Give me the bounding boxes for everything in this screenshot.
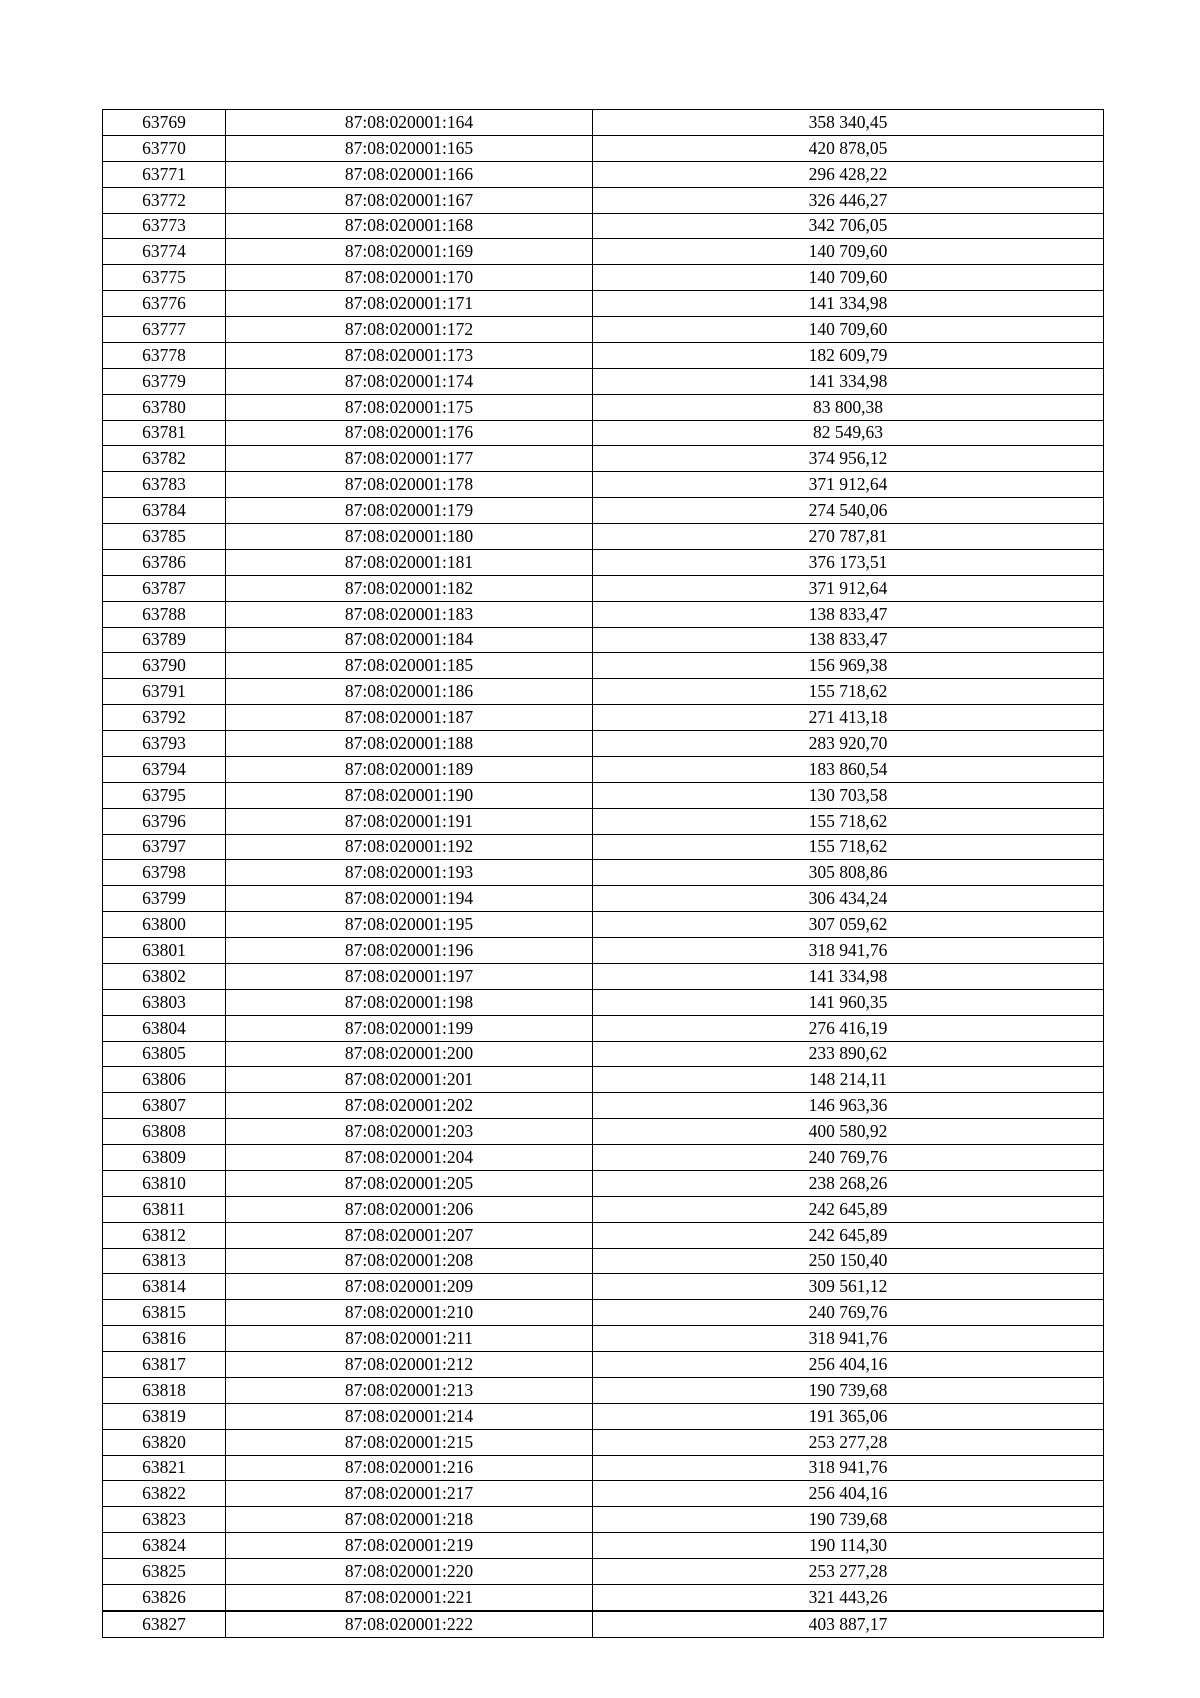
row-number-cell: 63774 bbox=[103, 239, 226, 265]
value-cell: 253 277,28 bbox=[593, 1559, 1104, 1585]
row-number-cell: 63804 bbox=[103, 1015, 226, 1041]
value-cell: 240 769,76 bbox=[593, 1300, 1104, 1326]
table-row bbox=[103, 1145, 1104, 1171]
row-number-cell: 63824 bbox=[103, 1533, 226, 1559]
value-cell: 307 059,62 bbox=[593, 912, 1104, 938]
table-row bbox=[103, 679, 1104, 705]
value-cell: 242 645,89 bbox=[593, 1196, 1104, 1222]
cadastral-number-cell: 87:08:020001:189 bbox=[226, 756, 593, 782]
cadastral-number-cell: 87:08:020001:212 bbox=[226, 1352, 593, 1378]
cadastral-number-cell: 87:08:020001:195 bbox=[226, 912, 593, 938]
value-cell: 318 941,76 bbox=[593, 938, 1104, 964]
row-number-cell: 63809 bbox=[103, 1145, 226, 1171]
table-row bbox=[103, 860, 1104, 886]
row-number-cell: 63779 bbox=[103, 368, 226, 394]
cadastral-number-cell: 87:08:020001:192 bbox=[226, 834, 593, 860]
cadastral-number-cell: 87:08:020001:214 bbox=[226, 1403, 593, 1429]
table-row bbox=[103, 1533, 1104, 1559]
table-body bbox=[103, 110, 1104, 1638]
value-cell: 155 718,62 bbox=[593, 834, 1104, 860]
row-number-cell: 63775 bbox=[103, 265, 226, 291]
table-row bbox=[103, 1326, 1104, 1352]
cadastral-number-cell: 87:08:020001:198 bbox=[226, 989, 593, 1015]
row-number-cell: 63772 bbox=[103, 187, 226, 213]
cadastral-number-cell: 87:08:020001:207 bbox=[226, 1222, 593, 1248]
row-number-cell: 63819 bbox=[103, 1403, 226, 1429]
value-cell: 283 920,70 bbox=[593, 731, 1104, 757]
row-number-cell: 63803 bbox=[103, 989, 226, 1015]
cadastral-number-cell: 87:08:020001:165 bbox=[226, 135, 593, 161]
value-cell: 155 718,62 bbox=[593, 679, 1104, 705]
row-number-cell: 63823 bbox=[103, 1507, 226, 1533]
value-cell: 318 941,76 bbox=[593, 1326, 1104, 1352]
value-cell: 271 413,18 bbox=[593, 705, 1104, 731]
cadastral-number-cell: 87:08:020001:193 bbox=[226, 860, 593, 886]
table-row bbox=[103, 549, 1104, 575]
value-cell: 141 334,98 bbox=[593, 291, 1104, 317]
table-row bbox=[103, 213, 1104, 239]
table-row bbox=[103, 368, 1104, 394]
table-row bbox=[103, 705, 1104, 731]
value-cell: 420 878,05 bbox=[593, 135, 1104, 161]
value-cell: 342 706,05 bbox=[593, 213, 1104, 239]
table-row bbox=[103, 1119, 1104, 1145]
value-cell: 376 173,51 bbox=[593, 549, 1104, 575]
table-row bbox=[103, 782, 1104, 808]
value-cell: 141 334,98 bbox=[593, 963, 1104, 989]
cadastral-number-cell: 87:08:020001:222 bbox=[226, 1611, 593, 1637]
table-row bbox=[103, 1015, 1104, 1041]
table-row bbox=[103, 963, 1104, 989]
value-cell: 183 860,54 bbox=[593, 756, 1104, 782]
cadastral-number-cell: 87:08:020001:166 bbox=[226, 161, 593, 187]
table-row bbox=[103, 1403, 1104, 1429]
table-row bbox=[103, 1559, 1104, 1585]
value-cell: 326 446,27 bbox=[593, 187, 1104, 213]
row-number-cell: 63810 bbox=[103, 1170, 226, 1196]
row-number-cell: 63778 bbox=[103, 342, 226, 368]
cadastral-number-cell: 87:08:020001:182 bbox=[226, 575, 593, 601]
cadastral-number-cell: 87:08:020001:171 bbox=[226, 291, 593, 317]
row-number-cell: 63792 bbox=[103, 705, 226, 731]
value-cell: 400 580,92 bbox=[593, 1119, 1104, 1145]
cadastral-number-cell: 87:08:020001:169 bbox=[226, 239, 593, 265]
row-number-cell: 63817 bbox=[103, 1352, 226, 1378]
cadastral-number-cell: 87:08:020001:179 bbox=[226, 498, 593, 524]
cadastral-number-cell: 87:08:020001:202 bbox=[226, 1093, 593, 1119]
value-cell: 130 703,58 bbox=[593, 782, 1104, 808]
cadastral-number-cell: 87:08:020001:168 bbox=[226, 213, 593, 239]
value-cell: 83 800,38 bbox=[593, 394, 1104, 420]
row-number-cell: 63821 bbox=[103, 1455, 226, 1481]
row-number-cell: 63793 bbox=[103, 731, 226, 757]
value-cell: 190 739,68 bbox=[593, 1507, 1104, 1533]
row-number-cell: 63788 bbox=[103, 601, 226, 627]
row-number-cell: 63827 bbox=[103, 1611, 226, 1637]
cadastral-number-cell: 87:08:020001:208 bbox=[226, 1248, 593, 1274]
row-number-cell: 63811 bbox=[103, 1196, 226, 1222]
cadastral-number-cell: 87:08:020001:180 bbox=[226, 524, 593, 550]
value-cell: 141 960,35 bbox=[593, 989, 1104, 1015]
cadastral-number-cell: 87:08:020001:177 bbox=[226, 446, 593, 472]
value-cell: 296 428,22 bbox=[593, 161, 1104, 187]
table-row bbox=[103, 342, 1104, 368]
table-row bbox=[103, 1352, 1104, 1378]
table-row bbox=[103, 808, 1104, 834]
table-row bbox=[103, 1222, 1104, 1248]
row-number-cell: 63820 bbox=[103, 1429, 226, 1455]
table-row bbox=[103, 1067, 1104, 1093]
table-row bbox=[103, 989, 1104, 1015]
cadastral-number-cell: 87:08:020001:184 bbox=[226, 627, 593, 653]
row-number-cell: 63771 bbox=[103, 161, 226, 187]
value-cell: 321 443,26 bbox=[593, 1584, 1104, 1610]
row-number-cell: 63799 bbox=[103, 886, 226, 912]
row-number-cell: 63812 bbox=[103, 1222, 226, 1248]
table-row bbox=[103, 575, 1104, 601]
cadastral-number-cell: 87:08:020001:210 bbox=[226, 1300, 593, 1326]
row-number-cell: 63818 bbox=[103, 1377, 226, 1403]
row-number-cell: 63784 bbox=[103, 498, 226, 524]
table-row bbox=[103, 446, 1104, 472]
row-number-cell: 63790 bbox=[103, 653, 226, 679]
cadastral-number-cell: 87:08:020001:175 bbox=[226, 394, 593, 420]
table-row bbox=[103, 161, 1104, 187]
row-number-cell: 63826 bbox=[103, 1584, 226, 1610]
row-number-cell: 63800 bbox=[103, 912, 226, 938]
row-number-cell: 63813 bbox=[103, 1248, 226, 1274]
table-row bbox=[103, 135, 1104, 161]
table-row bbox=[103, 239, 1104, 265]
value-cell: 374 956,12 bbox=[593, 446, 1104, 472]
value-cell: 182 609,79 bbox=[593, 342, 1104, 368]
table-row bbox=[103, 886, 1104, 912]
row-number-cell: 63796 bbox=[103, 808, 226, 834]
value-cell: 358 340,45 bbox=[593, 110, 1104, 136]
table-row bbox=[103, 472, 1104, 498]
value-cell: 140 709,60 bbox=[593, 265, 1104, 291]
table-row bbox=[103, 1377, 1104, 1403]
row-number-cell: 63777 bbox=[103, 317, 226, 343]
cadastral-number-cell: 87:08:020001:173 bbox=[226, 342, 593, 368]
cadastral-number-cell: 87:08:020001:185 bbox=[226, 653, 593, 679]
table-row bbox=[103, 498, 1104, 524]
cadastral-value-table bbox=[102, 109, 1104, 1638]
value-cell: 276 416,19 bbox=[593, 1015, 1104, 1041]
value-cell: 256 404,16 bbox=[593, 1352, 1104, 1378]
row-number-cell: 63789 bbox=[103, 627, 226, 653]
table-row bbox=[103, 1196, 1104, 1222]
value-cell: 309 561,12 bbox=[593, 1274, 1104, 1300]
cadastral-number-cell: 87:08:020001:200 bbox=[226, 1041, 593, 1067]
row-number-cell: 63794 bbox=[103, 756, 226, 782]
row-number-cell: 63798 bbox=[103, 860, 226, 886]
value-cell: 138 833,47 bbox=[593, 627, 1104, 653]
row-number-cell: 63781 bbox=[103, 420, 226, 446]
row-number-cell: 63769 bbox=[103, 110, 226, 136]
table-row bbox=[103, 1507, 1104, 1533]
row-number-cell: 63815 bbox=[103, 1300, 226, 1326]
row-number-cell: 63825 bbox=[103, 1559, 226, 1585]
cadastral-number-cell: 87:08:020001:176 bbox=[226, 420, 593, 446]
cadastral-number-cell: 87:08:020001:216 bbox=[226, 1455, 593, 1481]
table-row bbox=[103, 912, 1104, 938]
table-row bbox=[103, 1611, 1104, 1637]
table-row bbox=[103, 1041, 1104, 1067]
value-cell: 138 833,47 bbox=[593, 601, 1104, 627]
cadastral-number-cell: 87:08:020001:219 bbox=[226, 1533, 593, 1559]
row-number-cell: 63780 bbox=[103, 394, 226, 420]
value-cell: 140 709,60 bbox=[593, 239, 1104, 265]
cadastral-number-cell: 87:08:020001:215 bbox=[226, 1429, 593, 1455]
cadastral-number-cell: 87:08:020001:211 bbox=[226, 1326, 593, 1352]
table-row bbox=[103, 1300, 1104, 1326]
table-row bbox=[103, 394, 1104, 420]
value-cell: 306 434,24 bbox=[593, 886, 1104, 912]
row-number-cell: 63807 bbox=[103, 1093, 226, 1119]
value-cell: 156 969,38 bbox=[593, 653, 1104, 679]
value-cell: 242 645,89 bbox=[593, 1222, 1104, 1248]
cadastral-number-cell: 87:08:020001:199 bbox=[226, 1015, 593, 1041]
value-cell: 148 214,11 bbox=[593, 1067, 1104, 1093]
cadastral-number-cell: 87:08:020001:201 bbox=[226, 1067, 593, 1093]
row-number-cell: 63785 bbox=[103, 524, 226, 550]
table-row bbox=[103, 317, 1104, 343]
cadastral-number-cell: 87:08:020001:167 bbox=[226, 187, 593, 213]
table-row bbox=[103, 731, 1104, 757]
value-cell: 305 808,86 bbox=[593, 860, 1104, 886]
cadastral-number-cell: 87:08:020001:181 bbox=[226, 549, 593, 575]
value-cell: 318 941,76 bbox=[593, 1455, 1104, 1481]
cadastral-number-cell: 87:08:020001:203 bbox=[226, 1119, 593, 1145]
table-row bbox=[103, 524, 1104, 550]
value-cell: 140 709,60 bbox=[593, 317, 1104, 343]
row-number-cell: 63805 bbox=[103, 1041, 226, 1067]
row-number-cell: 63822 bbox=[103, 1481, 226, 1507]
cadastral-number-cell: 87:08:020001:218 bbox=[226, 1507, 593, 1533]
cadastral-number-cell: 87:08:020001:186 bbox=[226, 679, 593, 705]
value-cell: 270 787,81 bbox=[593, 524, 1104, 550]
row-number-cell: 63783 bbox=[103, 472, 226, 498]
cadastral-number-cell: 87:08:020001:178 bbox=[226, 472, 593, 498]
table-row bbox=[103, 1455, 1104, 1481]
table-row bbox=[103, 1584, 1104, 1610]
value-cell: 371 912,64 bbox=[593, 472, 1104, 498]
row-number-cell: 63801 bbox=[103, 938, 226, 964]
cadastral-number-cell: 87:08:020001:194 bbox=[226, 886, 593, 912]
table-row bbox=[103, 187, 1104, 213]
row-number-cell: 63814 bbox=[103, 1274, 226, 1300]
row-number-cell: 63786 bbox=[103, 549, 226, 575]
value-cell: 233 890,62 bbox=[593, 1041, 1104, 1067]
row-number-cell: 63776 bbox=[103, 291, 226, 317]
value-cell: 253 277,28 bbox=[593, 1429, 1104, 1455]
cadastral-number-cell: 87:08:020001:170 bbox=[226, 265, 593, 291]
table-row bbox=[103, 420, 1104, 446]
table-row bbox=[103, 756, 1104, 782]
cadastral-number-cell: 87:08:020001:190 bbox=[226, 782, 593, 808]
table-row bbox=[103, 291, 1104, 317]
table-row bbox=[103, 265, 1104, 291]
row-number-cell: 63787 bbox=[103, 575, 226, 601]
table-row bbox=[103, 627, 1104, 653]
cadastral-number-cell: 87:08:020001:209 bbox=[226, 1274, 593, 1300]
row-number-cell: 63806 bbox=[103, 1067, 226, 1093]
row-number-cell: 63795 bbox=[103, 782, 226, 808]
cadastral-number-cell: 87:08:020001:205 bbox=[226, 1170, 593, 1196]
row-number-cell: 63773 bbox=[103, 213, 226, 239]
table-row bbox=[103, 1248, 1104, 1274]
table-row bbox=[103, 110, 1104, 136]
cadastral-number-cell: 87:08:020001:217 bbox=[226, 1481, 593, 1507]
cadastral-number-cell: 87:08:020001:164 bbox=[226, 110, 593, 136]
row-number-cell: 63797 bbox=[103, 834, 226, 860]
value-cell: 190 739,68 bbox=[593, 1377, 1104, 1403]
table-row bbox=[103, 1429, 1104, 1455]
cadastral-number-cell: 87:08:020001:213 bbox=[226, 1377, 593, 1403]
cadastral-number-cell: 87:08:020001:206 bbox=[226, 1196, 593, 1222]
value-cell: 238 268,26 bbox=[593, 1170, 1104, 1196]
value-cell: 403 887,17 bbox=[593, 1611, 1104, 1637]
table-row bbox=[103, 1481, 1104, 1507]
row-number-cell: 63816 bbox=[103, 1326, 226, 1352]
value-cell: 371 912,64 bbox=[593, 575, 1104, 601]
row-number-cell: 63808 bbox=[103, 1119, 226, 1145]
row-number-cell: 63802 bbox=[103, 963, 226, 989]
value-cell: 250 150,40 bbox=[593, 1248, 1104, 1274]
value-cell: 256 404,16 bbox=[593, 1481, 1104, 1507]
value-cell: 82 549,63 bbox=[593, 420, 1104, 446]
cadastral-number-cell: 87:08:020001:172 bbox=[226, 317, 593, 343]
value-cell: 274 540,06 bbox=[593, 498, 1104, 524]
table-row bbox=[103, 938, 1104, 964]
table-row bbox=[103, 834, 1104, 860]
value-cell: 191 365,06 bbox=[593, 1403, 1104, 1429]
table-row bbox=[103, 1274, 1104, 1300]
row-number-cell: 63791 bbox=[103, 679, 226, 705]
table-row bbox=[103, 1093, 1104, 1119]
row-number-cell: 63782 bbox=[103, 446, 226, 472]
cadastral-number-cell: 87:08:020001:187 bbox=[226, 705, 593, 731]
value-cell: 240 769,76 bbox=[593, 1145, 1104, 1171]
cadastral-number-cell: 87:08:020001:204 bbox=[226, 1145, 593, 1171]
cadastral-number-cell: 87:08:020001:188 bbox=[226, 731, 593, 757]
cadastral-number-cell: 87:08:020001:196 bbox=[226, 938, 593, 964]
value-cell: 155 718,62 bbox=[593, 808, 1104, 834]
cadastral-number-cell: 87:08:020001:174 bbox=[226, 368, 593, 394]
cadastral-number-cell: 87:08:020001:191 bbox=[226, 808, 593, 834]
cadastral-number-cell: 87:08:020001:183 bbox=[226, 601, 593, 627]
value-cell: 146 963,36 bbox=[593, 1093, 1104, 1119]
cadastral-number-cell: 87:08:020001:197 bbox=[226, 963, 593, 989]
row-number-cell: 63770 bbox=[103, 135, 226, 161]
table-row bbox=[103, 601, 1104, 627]
cadastral-number-cell: 87:08:020001:220 bbox=[226, 1559, 593, 1585]
value-cell: 190 114,30 bbox=[593, 1533, 1104, 1559]
table-row bbox=[103, 653, 1104, 679]
table-row bbox=[103, 1170, 1104, 1196]
value-cell: 141 334,98 bbox=[593, 368, 1104, 394]
cadastral-number-cell: 87:08:020001:221 bbox=[226, 1584, 593, 1610]
